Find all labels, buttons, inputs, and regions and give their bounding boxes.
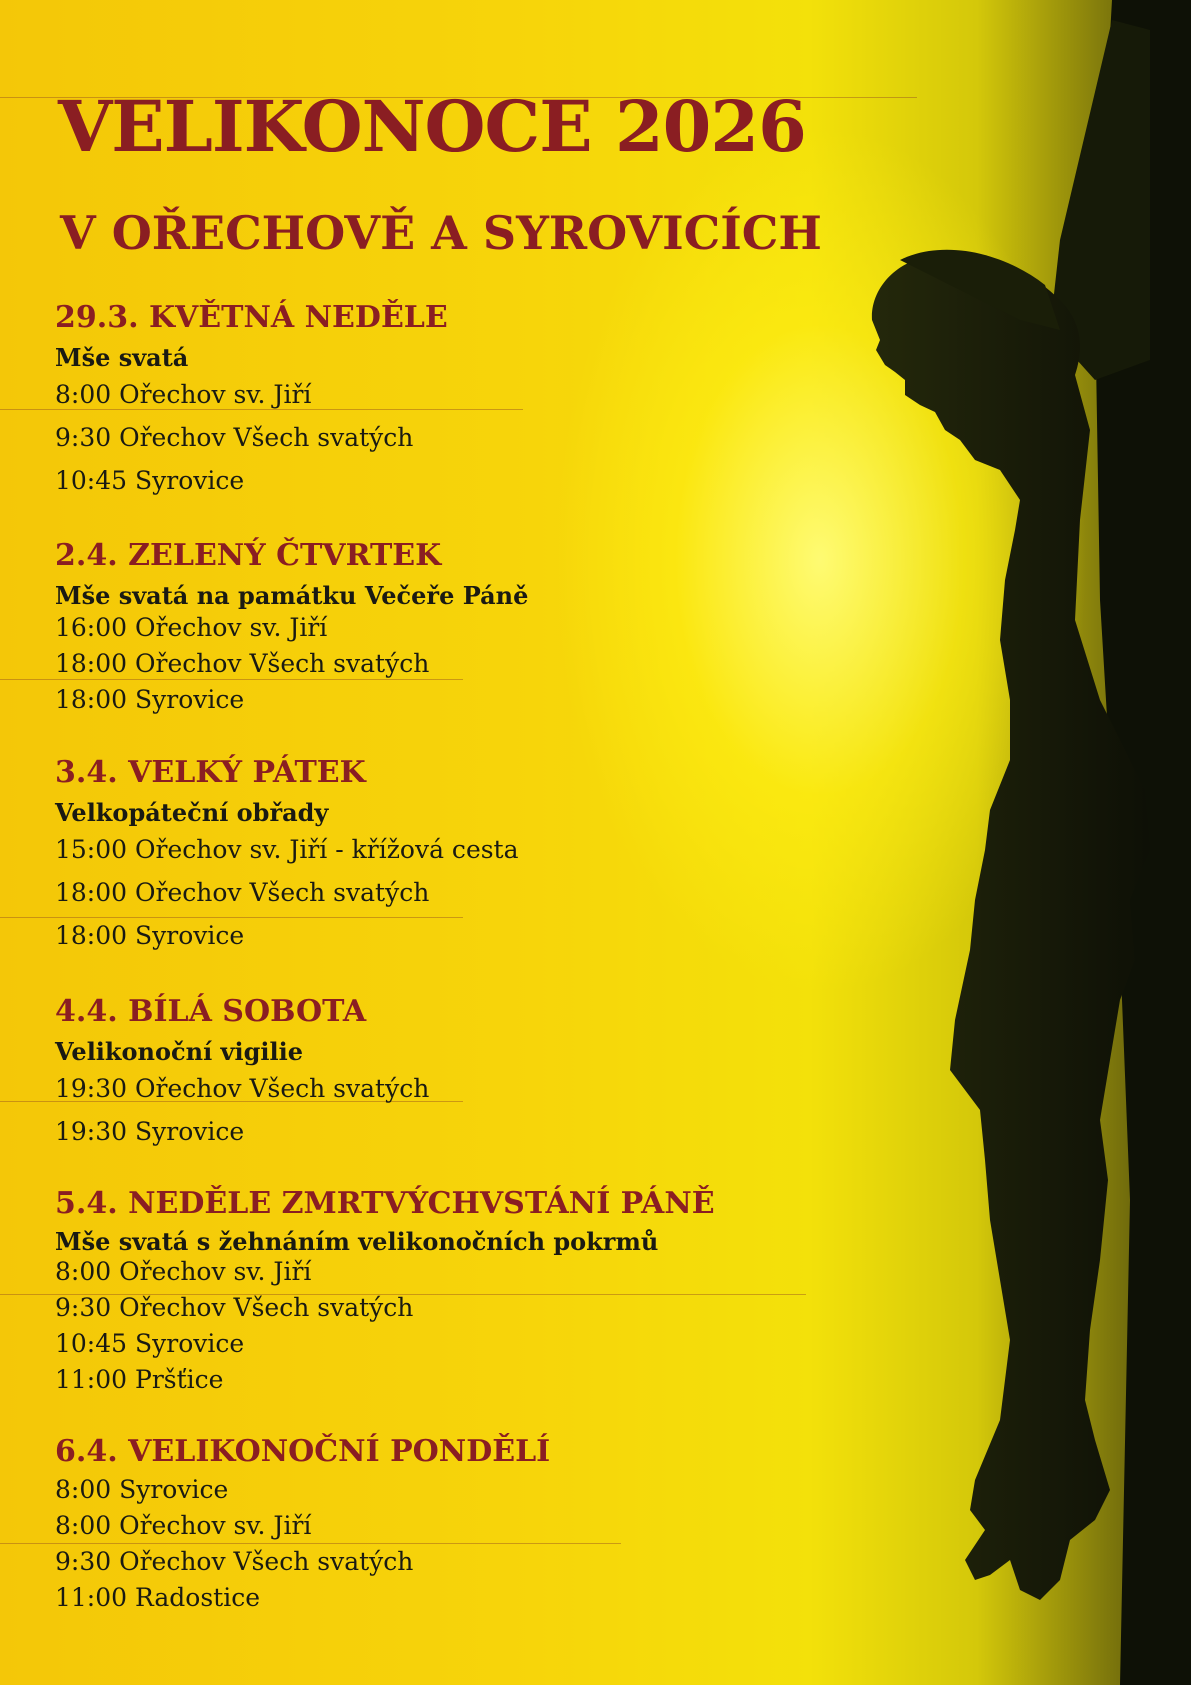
section-easter-sunday xyxy=(55,1186,755,1398)
service-name: Mše svatá xyxy=(55,343,189,372)
section-heading: 4.4. BÍLÁ SOBOTA xyxy=(55,994,367,1029)
section-holy-saturday xyxy=(55,994,755,1153)
schedule-item: 18:00 Syrovice xyxy=(55,685,245,714)
section-heading: 5.4. NEDĚLE ZMRTVÝCHVSTÁNÍ PÁNĚ xyxy=(55,1186,715,1221)
section-heading: 29.3. KVĚTNÁ NEDĚLE xyxy=(55,300,448,335)
schedule-item: 19:30 Syrovice xyxy=(55,1117,245,1146)
service-name: Mše svatá s žehnáním velikonočních pokrmů xyxy=(55,1227,659,1256)
schedule-item: 15:00 Ořechov sv. Jiří - křížová cesta xyxy=(55,835,519,864)
schedule-item: 8:00 Ořechov sv. Jiří xyxy=(55,380,312,409)
schedule-item: 8:00 Ořechov sv. Jiří xyxy=(55,1257,312,1286)
section-maundy-thursday xyxy=(55,538,755,718)
section-heading: 3.4. VELKÝ PÁTEK xyxy=(55,755,366,790)
service-name: Velkopáteční obřady xyxy=(55,798,329,827)
section-heading: 6.4. VELIKONOČNÍ PONDĚLÍ xyxy=(55,1434,551,1469)
section-good-friday xyxy=(55,755,755,957)
schedule-item: 18:00 Syrovice xyxy=(55,921,245,950)
schedule-item: 11:00 Radostice xyxy=(55,1583,261,1612)
schedule-item: 9:30 Ořechov Všech svatých xyxy=(55,1547,414,1576)
schedule-item: 10:45 Syrovice xyxy=(55,466,245,495)
schedule-item: 9:30 Ořechov Všech svatých xyxy=(55,1293,414,1322)
poster-title: VELIKONOCE 2026 xyxy=(58,85,806,168)
section-easter-monday xyxy=(55,1434,755,1616)
service-name: Velikonoční vigilie xyxy=(55,1037,304,1066)
schedule-item: 9:30 Ořechov Všech svatých xyxy=(55,423,414,452)
schedule-item: 10:45 Syrovice xyxy=(55,1329,245,1358)
schedule-item: 19:30 Ořechov Všech svatých xyxy=(55,1074,430,1103)
section-palm-sunday xyxy=(55,300,755,502)
schedule-item: 8:00 Ořechov sv. Jiří xyxy=(55,1511,312,1540)
service-name: Mše svatá na památku Večeře Páně xyxy=(55,581,529,610)
section-heading: 2.4. ZELENÝ ČTVRTEK xyxy=(55,538,442,573)
schedule-item: 16:00 Ořechov sv. Jiří xyxy=(55,613,328,642)
schedule-item: 18:00 Ořechov Všech svatých xyxy=(55,878,430,907)
schedule-item: 8:00 Syrovice xyxy=(55,1475,229,1504)
schedule-item: 18:00 Ořechov Všech svatých xyxy=(55,649,430,678)
schedule-item: 11:00 Pršťice xyxy=(55,1365,224,1394)
poster-subtitle: V OŘECHOVĚ A SYROVICÍCH xyxy=(60,206,822,260)
